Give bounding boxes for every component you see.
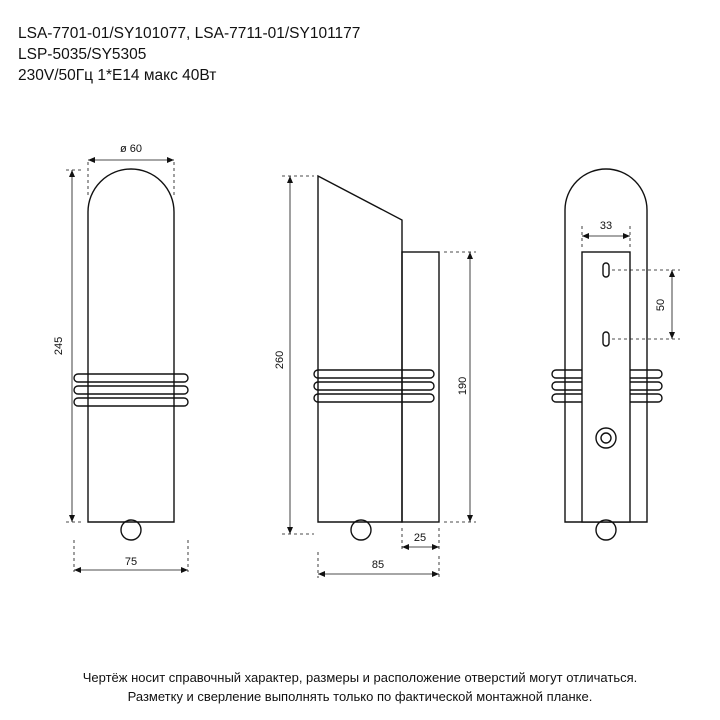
dim-side-plate-height: 190	[457, 376, 469, 396]
dim-front-height: 245	[53, 336, 65, 356]
back-mount-plate	[582, 252, 630, 522]
dim-side-height: 260	[274, 350, 286, 370]
dim-front-diameter: ø 60	[119, 143, 143, 155]
front-dimension-lines	[66, 160, 188, 572]
front-rings	[74, 374, 188, 406]
side-rings	[314, 370, 434, 402]
dim-back-plate-width: 33	[599, 220, 613, 232]
disclaimer-line-1: Чертёж носит справочный характер, размеры и расположение отверстий могут отличаться.	[82, 670, 638, 685]
dim-back-hole-spacing: 50	[655, 298, 667, 312]
side-bulb-knob	[351, 520, 371, 540]
side-view	[314, 176, 439, 540]
dim-side-plate-depth: 25	[413, 532, 427, 544]
model-code-secondary: LSP-5035/SY5305	[18, 46, 147, 63]
side-dimension-lines	[282, 176, 476, 578]
front-bulb-knob	[121, 520, 141, 540]
dim-front-width: 75	[124, 556, 138, 568]
front-lamp-body	[88, 169, 174, 522]
front-view	[74, 169, 188, 540]
disclaimer-line-2: Разметку и сверление выполнять только по фактической монтажной планке.	[127, 689, 593, 704]
electrical-spec: 230V/50Гц 1*E14 макс 40Вт	[18, 67, 217, 84]
dim-side-depth: 85	[371, 559, 385, 571]
model-codes-line: LSA-7701-01/SY101077, LSA-7711-01/SY101177	[18, 25, 361, 42]
back-bulb-knob	[596, 520, 616, 540]
side-lamp-body	[318, 176, 402, 522]
